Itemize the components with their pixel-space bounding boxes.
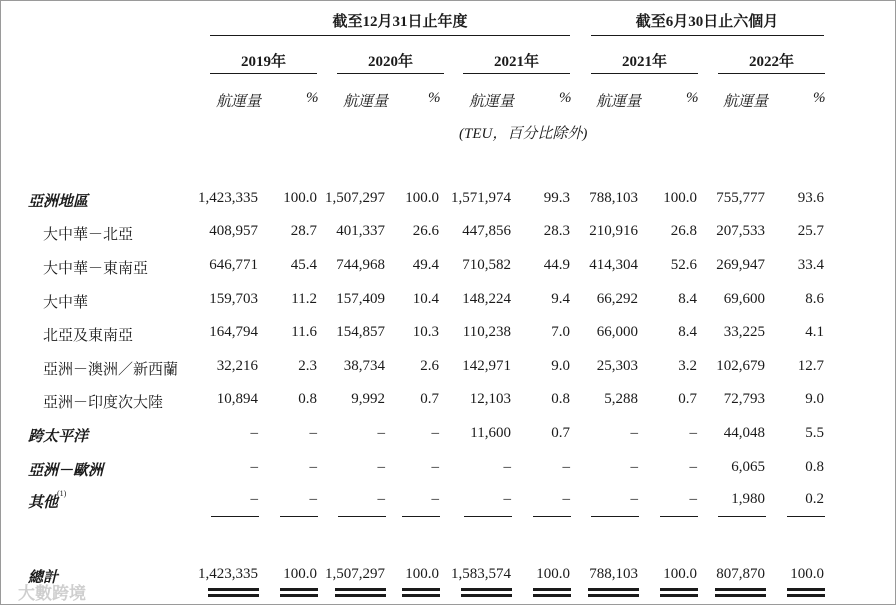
table-cell: –: [630, 425, 638, 441]
table-cell: 0.8: [805, 459, 824, 475]
table-cell: –: [431, 425, 439, 441]
table-cell: 11.6: [291, 324, 317, 340]
header-group-year-end: 截至12月31日止年度: [332, 14, 468, 30]
total-cell: 1,583,574: [451, 566, 511, 582]
column-year-header: 2020年: [367, 54, 413, 70]
year-header-rule: [337, 73, 444, 74]
table-cell: 66,292: [596, 291, 638, 307]
table-cell: 0.7: [420, 391, 439, 407]
table-cell: 8.4: [678, 291, 697, 307]
table-cell: 142,971: [462, 358, 511, 374]
table-cell: 110,238: [462, 324, 511, 340]
table-cell: 9.4: [551, 291, 570, 307]
total-cell: 1,423,335: [198, 566, 258, 582]
table-cell: 157,409: [336, 291, 385, 307]
total-double-rule: [335, 588, 386, 597]
total-double-rule: [461, 588, 512, 597]
subtotal-rule: [718, 516, 766, 517]
column-subheader-volume: 航運量: [469, 94, 515, 110]
table-cell: 12,103: [469, 391, 511, 407]
table-cell: 69,600: [723, 291, 765, 307]
subtotal-rule: [591, 516, 639, 517]
table-cell: 744,968: [336, 257, 385, 273]
total-cell: 1,507,297: [325, 566, 385, 582]
table-cell: –: [630, 459, 638, 475]
table-cell: 5.5: [805, 425, 824, 441]
year-header-rule: [591, 73, 698, 74]
total-double-rule: [660, 588, 698, 597]
total-cell: 100.0: [536, 566, 570, 582]
table-cell: 1,507,297: [325, 190, 385, 206]
table-cell: 159,703: [209, 291, 258, 307]
table-cell: 0.2: [805, 491, 824, 507]
column-year-header: 2021年: [621, 54, 667, 70]
column-subheader-volume: 航運量: [596, 94, 642, 110]
table-cell: –: [503, 459, 511, 475]
subtotal-rule: [338, 516, 386, 517]
table-cell: –: [431, 491, 439, 507]
header-group-rule: [210, 35, 570, 36]
column-subheader-volume: 航運量: [216, 94, 262, 110]
table-cell: –: [689, 425, 697, 441]
year-header-rule: [210, 73, 317, 74]
column-subheader-percent: %: [559, 90, 572, 106]
table-cell: 8.4: [678, 324, 697, 340]
subtotal-rule: [464, 516, 512, 517]
column-subheader-percent: %: [428, 90, 441, 106]
total-label: 總計: [28, 570, 59, 586]
table-cell: 49.4: [412, 257, 439, 273]
column-year-header: 2021年: [493, 54, 539, 70]
table-cell: 10.3: [412, 324, 439, 340]
table-cell: 44,048: [723, 425, 765, 441]
row-label: 跨太平洋: [28, 429, 89, 445]
table-cell: 100.0: [663, 190, 697, 206]
row-label: 亞洲－歐洲: [28, 463, 104, 479]
table-cell: –: [377, 459, 385, 475]
table-cell: –: [250, 491, 258, 507]
table-cell: 3.2: [678, 358, 697, 374]
table-cell: 5,288: [604, 391, 638, 407]
table-cell: 26.8: [670, 223, 697, 239]
footnote-marker-wrap: [57, 489, 66, 507]
table-cell: 44.9: [543, 257, 570, 273]
table-cell: 28.3: [543, 223, 570, 239]
table-cell: 210,916: [589, 223, 638, 239]
table-cell: 1,980: [731, 491, 765, 507]
row-label: 北亞及東南亞: [43, 328, 134, 344]
row-label: 大中華: [43, 295, 89, 311]
table-cell: –: [431, 459, 439, 475]
subtotal-rule: [533, 516, 571, 517]
table-cell: 8.6: [805, 291, 824, 307]
total-cell: 100.0: [283, 566, 317, 582]
column-subheader-percent: %: [306, 90, 319, 106]
column-subheader-volume: 航運量: [343, 94, 389, 110]
table-cell: –: [250, 425, 258, 441]
table-cell: –: [503, 491, 511, 507]
table-cell: –: [562, 491, 570, 507]
table-cell: 33,225: [723, 324, 765, 340]
total-double-rule: [588, 588, 639, 597]
table-cell: 100.0: [283, 190, 317, 206]
table-cell: 52.6: [670, 257, 697, 273]
table-cell: –: [630, 491, 638, 507]
row-label: 亞洲地區: [28, 194, 89, 210]
table-cell: 7.0: [551, 324, 570, 340]
table-cell: –: [377, 491, 385, 507]
table-cell: 2.3: [298, 358, 317, 374]
year-header-rule: [718, 73, 825, 74]
total-double-rule: [280, 588, 318, 597]
table-cell: 25.7: [797, 223, 824, 239]
table-cell: 4.1: [805, 324, 824, 340]
watermark-text: 大數跨境: [18, 584, 86, 604]
column-subheader-volume: 航運量: [723, 94, 769, 110]
subtotal-rule: [280, 516, 318, 517]
total-double-rule: [787, 588, 825, 597]
table-cell: 788,103: [589, 190, 638, 206]
table-cell: 10.4: [412, 291, 439, 307]
total-cell: 100.0: [405, 566, 439, 582]
table-cell: 408,957: [209, 223, 258, 239]
table-cell: 0.7: [551, 425, 570, 441]
row-label: 亞洲－印度次大陸: [43, 395, 164, 411]
table-cell: 11.2: [291, 291, 317, 307]
table-cell: 447,856: [462, 223, 511, 239]
table-cell: 11,600: [470, 425, 511, 441]
total-cell: 100.0: [663, 566, 697, 582]
table-cell: 164,794: [209, 324, 258, 340]
total-cell: 807,870: [716, 566, 765, 582]
table-cell: 2.6: [420, 358, 439, 374]
total-double-rule: [208, 588, 259, 597]
table-cell: 26.6: [412, 223, 439, 239]
table-cell: 755,777: [716, 190, 765, 206]
total-double-rule: [402, 588, 440, 597]
total-cell: 788,103: [589, 566, 638, 582]
total-double-rule: [533, 588, 571, 597]
total-double-rule: [715, 588, 766, 597]
table-cell: 646,771: [209, 257, 258, 273]
header-group-six-months: 截至6月30日止六個月: [635, 14, 779, 30]
row-label: 大中華－東南亞: [43, 261, 149, 277]
table-cell: 100.0: [405, 190, 439, 206]
table-cell: –: [250, 459, 258, 475]
year-header-rule: [463, 73, 570, 74]
table-cell: 710,582: [462, 257, 511, 273]
table-cell: 401,337: [336, 223, 385, 239]
table-cell: 38,734: [343, 358, 385, 374]
footnote-marker: (1): [57, 489, 67, 498]
unit-note: (TEU，百分比除外): [459, 126, 588, 142]
table-cell: 414,304: [589, 257, 638, 273]
table-cell: 28.7: [290, 223, 317, 239]
table-cell: 0.7: [678, 391, 697, 407]
row-label: 亞洲－澳洲／新西蘭: [43, 362, 179, 378]
table-cell: 0.8: [551, 391, 570, 407]
row-label: 大中華－北亞: [43, 227, 134, 243]
total-cell: 100.0: [790, 566, 824, 582]
table-cell: 1,571,974: [451, 190, 511, 206]
column-year-header: 2019年: [240, 54, 286, 70]
table-cell: –: [309, 459, 317, 475]
table-cell: –: [309, 425, 317, 441]
column-subheader-percent: %: [686, 90, 699, 106]
table-cell: 25,303: [596, 358, 638, 374]
table-cell: 72,793: [723, 391, 765, 407]
subtotal-rule: [402, 516, 440, 517]
table-cell: 154,857: [336, 324, 385, 340]
table-cell: 269,947: [716, 257, 765, 273]
table-cell: 9.0: [551, 358, 570, 374]
header-group-rule: [591, 35, 824, 36]
table-cell: 207,533: [716, 223, 765, 239]
row-label: 其他: [28, 495, 59, 511]
table-cell: 102,679: [716, 358, 765, 374]
table-cell: 9,992: [351, 391, 385, 407]
table-cell: 0.8: [298, 391, 317, 407]
table-cell: 9.0: [805, 391, 824, 407]
table-cell: 6,065: [731, 459, 765, 475]
table-cell: –: [377, 425, 385, 441]
table-cell: 93.6: [797, 190, 824, 206]
table-cell: –: [309, 491, 317, 507]
table-cell: 10,894: [216, 391, 258, 407]
table-cell: 45.4: [290, 257, 317, 273]
table-cell: 32,216: [216, 358, 258, 374]
subtotal-rule: [211, 516, 259, 517]
column-year-header: 2022年: [748, 54, 794, 70]
column-subheader-percent: %: [813, 90, 826, 106]
table-cell: –: [562, 459, 570, 475]
table-cell: 99.3: [543, 190, 570, 206]
table-cell: 12.7: [797, 358, 824, 374]
table-cell: –: [689, 491, 697, 507]
table-cell: 66,000: [596, 324, 638, 340]
subtotal-rule: [787, 516, 825, 517]
table-cell: –: [689, 459, 697, 475]
table-cell: 1,423,335: [198, 190, 258, 206]
subtotal-rule: [660, 516, 698, 517]
table-cell: 33.4: [797, 257, 824, 273]
table-cell: 148,224: [462, 291, 511, 307]
